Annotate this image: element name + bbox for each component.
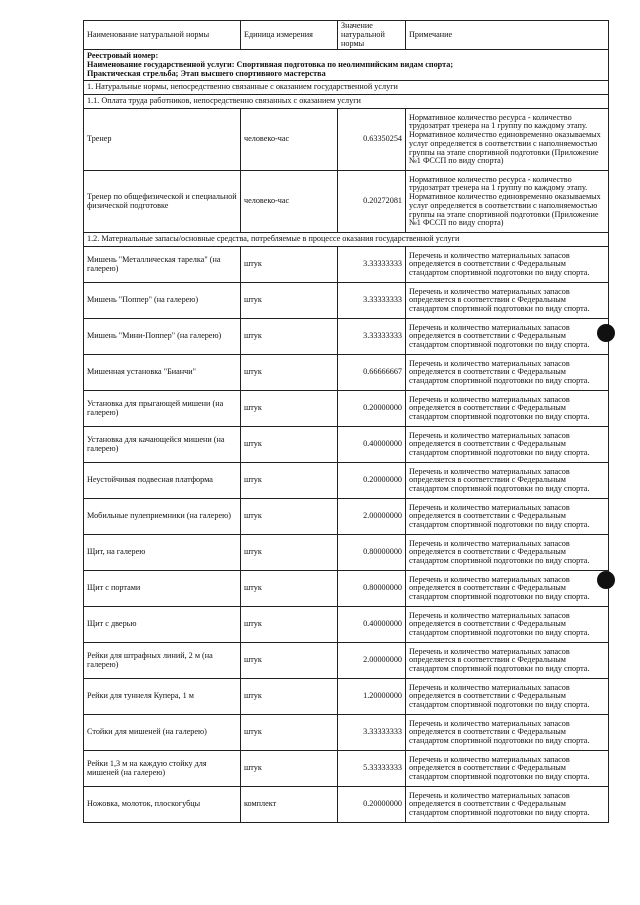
labor-row (84, 171, 609, 233)
norm-value: 1.20000000 (338, 679, 406, 715)
header-unit: Единица измерения (241, 21, 338, 50)
punch-hole-icon (597, 324, 615, 342)
norm-value: 0.40000000 (338, 607, 406, 643)
norm-unit: штук (241, 751, 338, 787)
norm-name: Тренер (84, 109, 241, 171)
section-1-1-title: 1.1. Оплата труда работников, непосредственно связанных с оказанием услуги (84, 95, 609, 109)
norm-note: Перечень и количество материальных запасов определяется в соответствии с Федеральным стандартом спортивной подготовки по виду спорта. (406, 787, 609, 823)
norm-note: Перечень и количество материальных запасов определяется в соответствии с Федеральным стандартом спортивной подготовки по виду спорта. (406, 751, 609, 787)
section-1-title: 1. Натуральные нормы, непосредственно связанные с оказанием государственной услуги (84, 81, 609, 95)
norm-name: Щит, на галерею (84, 535, 241, 571)
norm-value: 3.33333333 (338, 283, 406, 319)
norm-value: 0.20000000 (338, 787, 406, 823)
norm-unit: штук (241, 427, 338, 463)
material-row (84, 715, 609, 751)
norm-name: Тренер по общефизической и специальной физической подготовке (84, 171, 241, 233)
norm-value: 5.33333333 (338, 751, 406, 787)
material-row (84, 535, 609, 571)
norm-name: Щит с дверью (84, 607, 241, 643)
material-row (84, 751, 609, 787)
material-row (84, 463, 609, 499)
norm-unit: штук (241, 355, 338, 391)
norms-table (83, 20, 609, 823)
norm-note: Нормативное количество ресурса - количество трудозатрат тренера на 1 группу по каждому этапу. Нормативное количество единовременно оказываемых услуг определяется в соответствии с наполняемостью группы на этапе спортивной подготовки (Приложение №1 ФССП по виду спорта) (406, 171, 609, 233)
material-row (84, 355, 609, 391)
norm-value: 0.80000000 (338, 571, 406, 607)
norm-unit: штук (241, 679, 338, 715)
header-note: Примечание (406, 21, 609, 50)
norm-note: Перечень и количество материальных запасов определяется в соответствии с Федеральным стандартом спортивной подготовки по виду спорта. (406, 355, 609, 391)
norm-value: 3.33333333 (338, 247, 406, 283)
norm-unit: штук (241, 607, 338, 643)
norm-unit: штук (241, 535, 338, 571)
norm-value: 0.66666667 (338, 355, 406, 391)
norm-value: 0.63350254 (338, 109, 406, 171)
norm-name: Мишень "Металлическая тарелка" (на галерею) (84, 247, 241, 283)
header-name: Наименование натуральной нормы (84, 21, 241, 50)
norm-note: Перечень и количество материальных запасов определяется в соответствии с Федеральным стандартом спортивной подготовки по виду спорта. (406, 607, 609, 643)
norm-note: Перечень и количество материальных запасов определяется в соответствии с Федеральным стандартом спортивной подготовки по виду спорта. (406, 319, 609, 355)
norm-value: 2.00000000 (338, 643, 406, 679)
norm-note: Перечень и количество материальных запасов определяется в соответствии с Федеральным стандартом спортивной подготовки по виду спорта. (406, 715, 609, 751)
section-1-row (84, 81, 609, 95)
norm-unit: штук (241, 643, 338, 679)
norm-note: Нормативное количество ресурса - количество трудозатрат тренера на 1 группу по каждому этапу. Нормативное количество единовременно оказываемых услуг определяется в соответствии с наполняемостью группы на этапе спортивной подготовки (Приложение №1 ФССП по виду спорта) (406, 109, 609, 171)
material-row (84, 787, 609, 823)
norm-value: 0.20000000 (338, 391, 406, 427)
material-row (84, 571, 609, 607)
norm-name: Рейки 1,3 м на каждую стойку для мишеней (на галерею) (84, 751, 241, 787)
norm-note: Перечень и количество материальных запасов определяется в соответствии с Федеральным стандартом спортивной подготовки по виду спорта. (406, 463, 609, 499)
registry-row (84, 50, 609, 81)
norm-unit: штук (241, 463, 338, 499)
norm-unit: штук (241, 319, 338, 355)
norm-unit: штук (241, 283, 338, 319)
material-row (84, 643, 609, 679)
material-row (84, 283, 609, 319)
norm-value: 0.20000000 (338, 463, 406, 499)
norm-name: Мишень "Поппер" (на галерею) (84, 283, 241, 319)
material-row (84, 607, 609, 643)
section-1-2-row (84, 233, 609, 247)
registry-number: Реестровый номер: (87, 51, 159, 61)
norm-note: Перечень и количество материальных запасов определяется в соответствии с Федеральным стандартом спортивной подготовки по виду спорта. (406, 571, 609, 607)
norm-unit: человеко-час (241, 171, 338, 233)
material-row (84, 391, 609, 427)
norm-value: 0.20272081 (338, 171, 406, 233)
norm-name: Установка для прыгающей мишени (на галерею) (84, 391, 241, 427)
punch-hole-icon (597, 571, 615, 589)
material-row (84, 427, 609, 463)
material-row (84, 679, 609, 715)
norm-note: Перечень и количество материальных запасов определяется в соответствии с Федеральным стандартом спортивной подготовки по виду спорта. (406, 643, 609, 679)
norm-value: 0.80000000 (338, 535, 406, 571)
norm-value: 3.33333333 (338, 319, 406, 355)
norm-unit: штук (241, 247, 338, 283)
norm-name: Мишень "Мини-Поппер" (на галерею) (84, 319, 241, 355)
norm-unit: штук (241, 571, 338, 607)
norm-name: Мишенная установка "Бианчи" (84, 355, 241, 391)
service-name: Наименование государственной услуги: Спортивная подготовка по неолимпийским видам спорта; (87, 59, 454, 69)
header-value: Значение натуральной нормы (338, 21, 406, 50)
norm-note: Перечень и количество материальных запасов определяется в соответствии с Федеральным стандартом спортивной подготовки по виду спорта. (406, 679, 609, 715)
section-1-2-title: 1.2. Материальные запасы/основные средства, потребляемые в процессе оказания государственной услуги (84, 233, 609, 247)
section-1-1-row (84, 95, 609, 109)
table-header-row (84, 21, 609, 50)
norm-note: Перечень и количество материальных запасов определяется в соответствии с Федеральным стандартом спортивной подготовки по виду спорта. (406, 283, 609, 319)
norm-name: Рейки для штрафных линий, 2 м (на галерею) (84, 643, 241, 679)
norm-name: Установка для качающейся мишени (на галерею) (84, 427, 241, 463)
norm-value: 0.40000000 (338, 427, 406, 463)
norm-unit: штук (241, 391, 338, 427)
norm-name: Щит с портами (84, 571, 241, 607)
labor-row (84, 109, 609, 171)
norm-value: 3.33333333 (338, 715, 406, 751)
service-stage: Практическая стрельба; Этап высшего спортивного мастерства (87, 68, 326, 78)
norm-unit: штук (241, 715, 338, 751)
norm-value: 2.00000000 (338, 499, 406, 535)
norm-name: Ножовка, молоток, плоскогубцы (84, 787, 241, 823)
norm-name: Мобильные пулеприемники (на галерею) (84, 499, 241, 535)
norm-unit: штук (241, 499, 338, 535)
material-row (84, 319, 609, 355)
material-row (84, 247, 609, 283)
material-row (84, 499, 609, 535)
norm-name: Неустойчивая подвесная платформа (84, 463, 241, 499)
norm-name: Рейки для туннеля Купера, 1 м (84, 679, 241, 715)
norm-unit: человеко-час (241, 109, 338, 171)
norm-note: Перечень и количество материальных запасов определяется в соответствии с Федеральным стандартом спортивной подготовки по виду спорта. (406, 499, 609, 535)
norm-unit: комплект (241, 787, 338, 823)
norm-note: Перечень и количество материальных запасов определяется в соответствии с Федеральным стандартом спортивной подготовки по виду спорта. (406, 247, 609, 283)
norm-note: Перечень и количество материальных запасов определяется в соответствии с Федеральным стандартом спортивной подготовки по виду спорта. (406, 535, 609, 571)
norm-name: Стойки для мишеней (на галерею) (84, 715, 241, 751)
norm-note: Перечень и количество материальных запасов определяется в соответствии с Федеральным стандартом спортивной подготовки по виду спорта. (406, 427, 609, 463)
norm-note: Перечень и количество материальных запасов определяется в соответствии с Федеральным стандартом спортивной подготовки по виду спорта. (406, 391, 609, 427)
